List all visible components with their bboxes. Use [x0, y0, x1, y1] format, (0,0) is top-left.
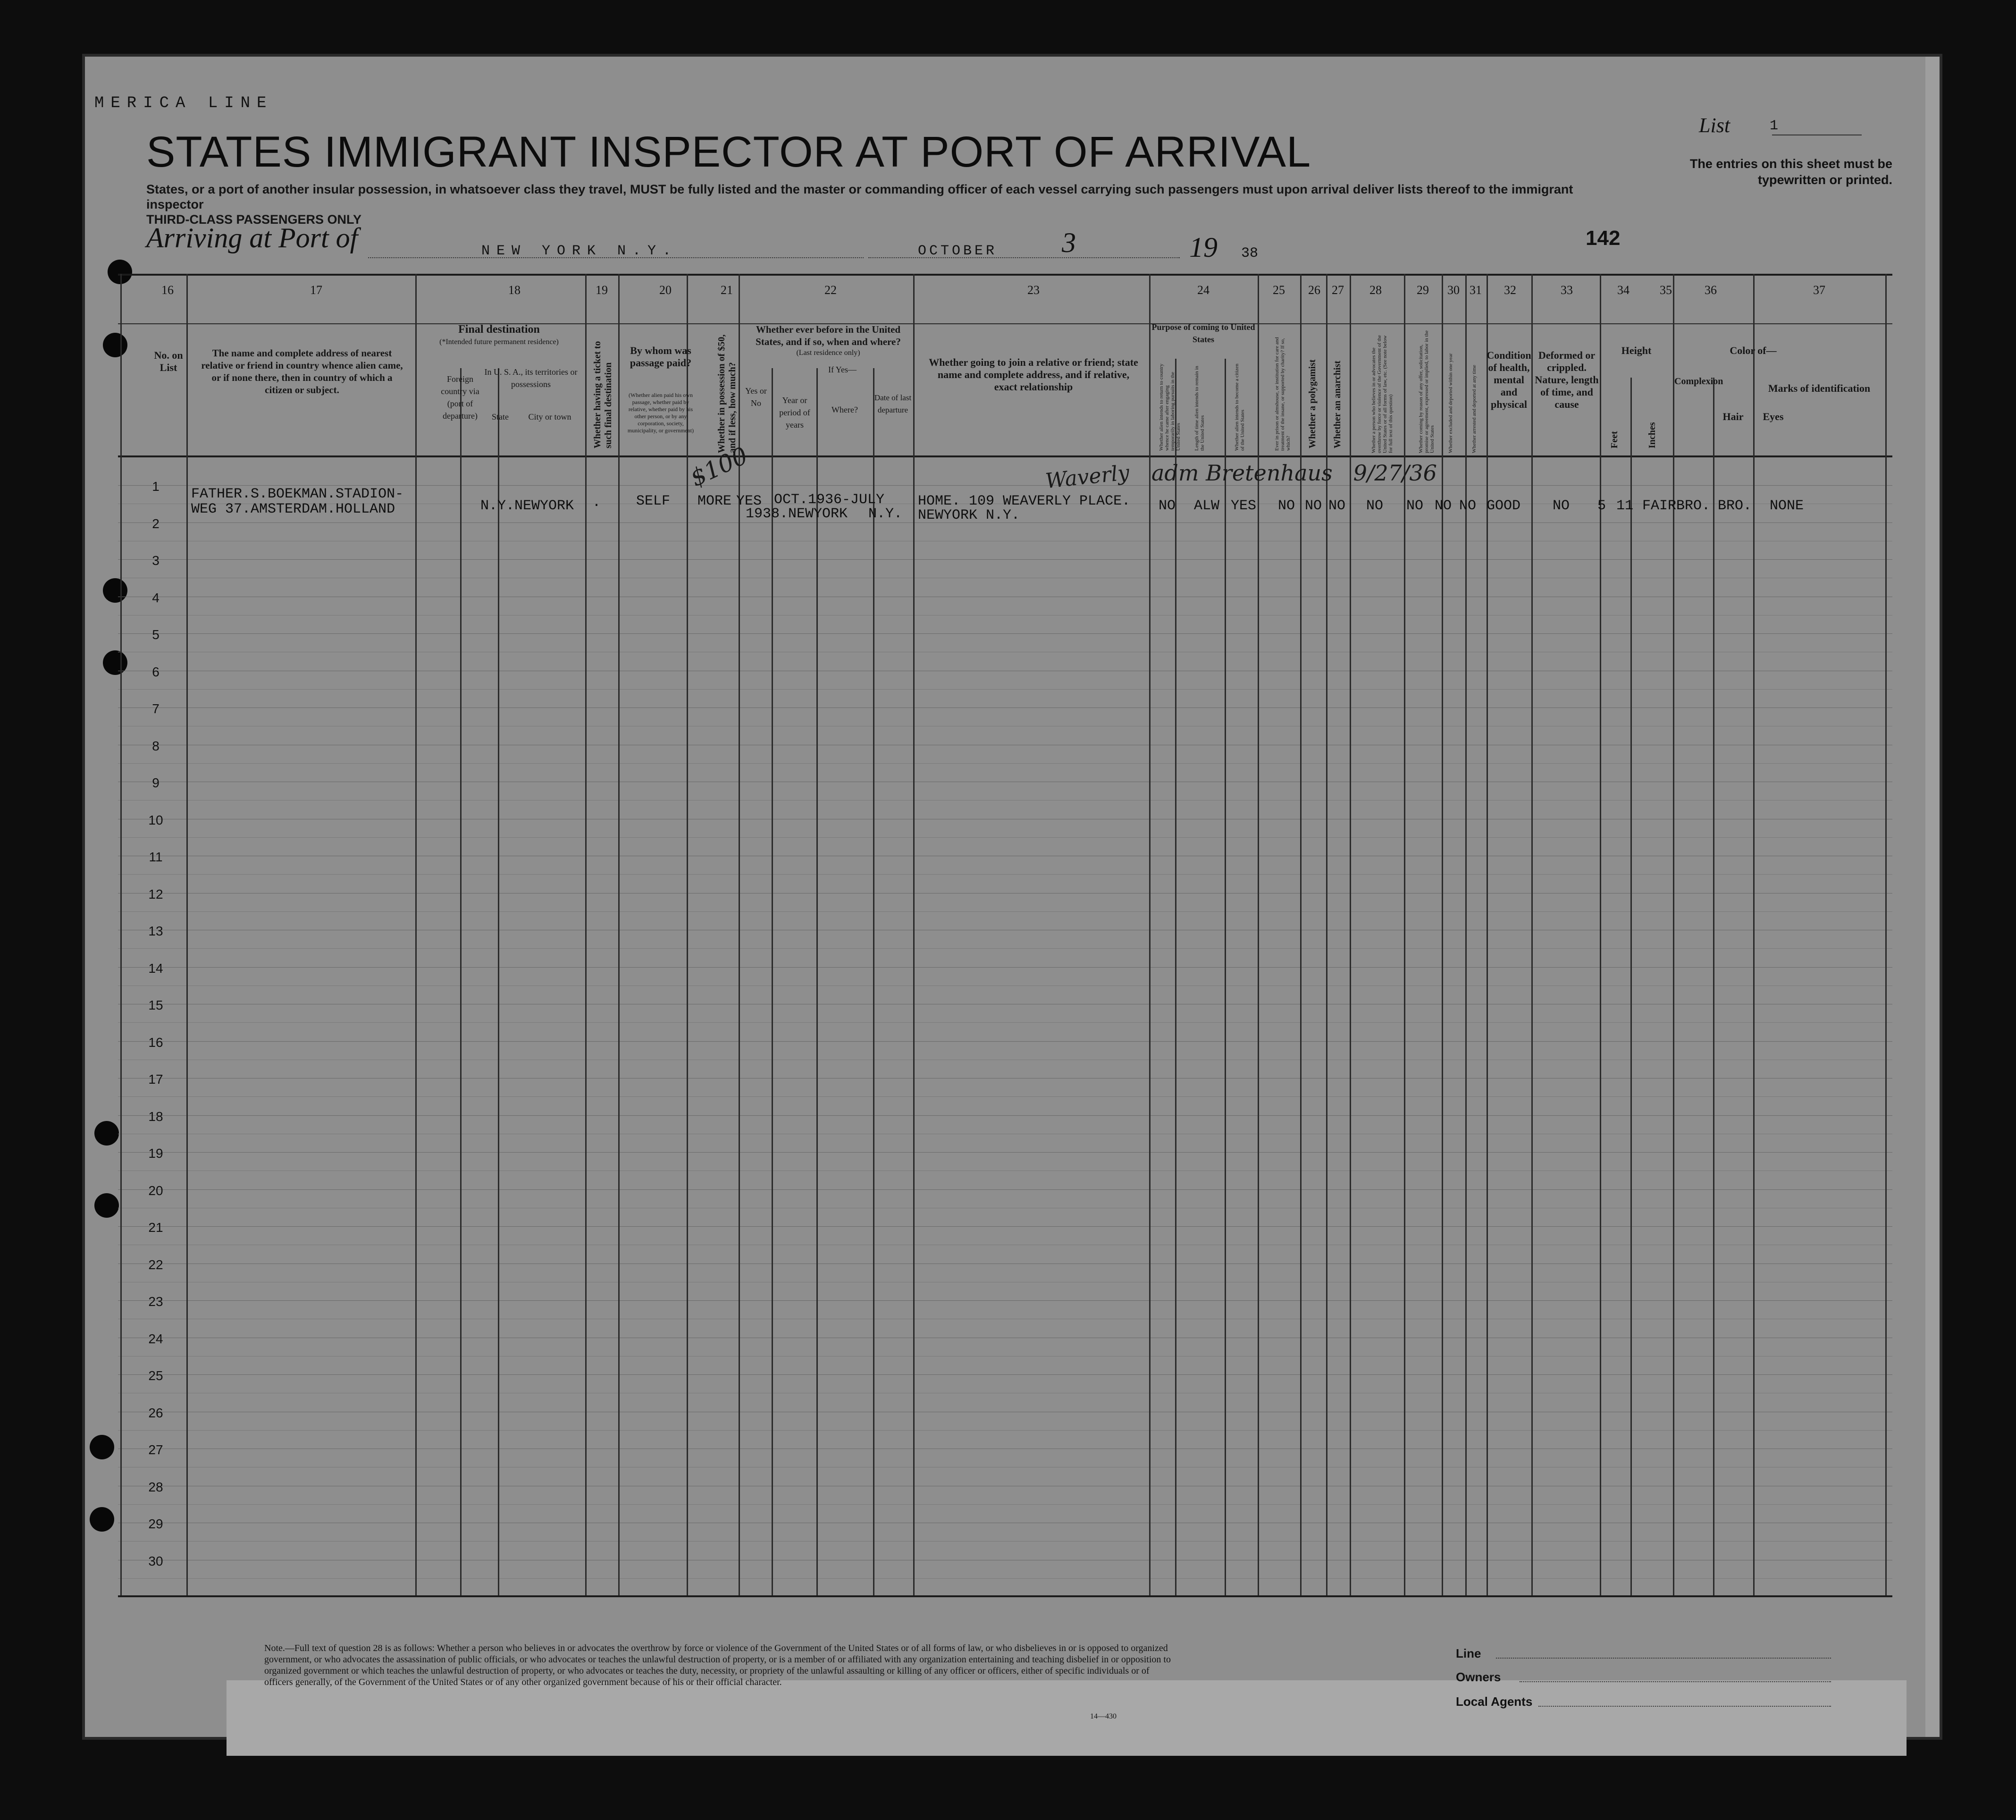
column-divider	[913, 274, 915, 1595]
shipping-line-name: MERICA LINE	[94, 94, 273, 112]
subtitle-class: THIRD-CLASS PASSENGERS ONLY	[146, 212, 362, 227]
column-number: 36	[1705, 283, 1717, 297]
column-number: 21	[721, 283, 733, 297]
row-rule	[118, 1578, 1892, 1579]
header-last-departure: Date of last departure	[874, 393, 912, 414]
port-of-arrival: NEW YORK N.Y.	[481, 243, 678, 259]
punch-hole	[103, 333, 127, 357]
row-rule	[118, 1430, 1892, 1431]
header-health: Condition of health, mental and physical	[1487, 349, 1531, 410]
entry-state-city: N.Y.NEWYORK	[480, 498, 574, 514]
column-divider	[1673, 274, 1674, 1595]
header-no-on-list: No. on List	[154, 349, 183, 373]
column-number: 20	[659, 283, 672, 297]
column-divider	[1753, 274, 1755, 1595]
punch-hole	[94, 1121, 119, 1146]
row-rule	[118, 1022, 1892, 1023]
header-arrested: Whether arrested and deported at any time	[1471, 365, 1477, 453]
row-number: 17	[148, 1072, 163, 1087]
header-deformed: Deformed or crippled. Nature, length of time, and cause	[1535, 349, 1599, 410]
column-divider	[618, 274, 620, 1595]
column-divider	[873, 368, 874, 1595]
column-divider	[1713, 378, 1714, 1595]
row-number: 29	[148, 1517, 163, 1531]
row-number: 1	[152, 479, 160, 494]
column-divider	[1465, 274, 1467, 1595]
row-number: 16	[148, 1035, 163, 1050]
entries-note: The entries on this sheet must be typewritten or printed.	[1689, 157, 1892, 187]
column-divider	[816, 368, 818, 1595]
column-number: 23	[1027, 283, 1040, 297]
column-number: 28	[1369, 283, 1382, 297]
arrival-year-suffix: 38	[1241, 245, 1259, 261]
column-number-rule	[118, 323, 1892, 324]
table-header-border	[118, 455, 1892, 457]
row-number: 10	[148, 812, 163, 827]
header-state: State	[492, 412, 509, 421]
punch-hole	[94, 1193, 119, 1218]
column-number: 22	[824, 283, 837, 297]
entry-money-typed: MORE	[697, 493, 732, 509]
row-rule	[118, 1504, 1892, 1505]
punch-hole	[103, 650, 127, 675]
row-number: 25	[148, 1368, 163, 1383]
row-number: 14	[148, 961, 163, 976]
column-divider	[1885, 274, 1887, 1595]
row-rule	[118, 559, 1892, 560]
arrival-year-prefix: 19	[1189, 232, 1218, 263]
header-offer-labor: Whether coming by reason of any offer, solicitation, promise or agreement, expressed or implied, to labor in the United States	[1418, 330, 1435, 453]
column-number: 37	[1813, 283, 1825, 297]
row-rule	[118, 1078, 1892, 1079]
row-rule	[118, 1541, 1892, 1542]
arrival-month: OCTOBER	[918, 243, 998, 259]
header-eyes: Eyes	[1763, 411, 1784, 422]
column-number: 24	[1197, 283, 1210, 297]
row-number: 9	[152, 775, 160, 790]
header-where: Where?	[832, 405, 858, 414]
row-number: 27	[148, 1442, 163, 1457]
row-rule	[118, 967, 1892, 968]
header-in-usa: In U. S. A., its territories or possessions	[484, 367, 578, 389]
column-divider	[1600, 274, 1601, 1595]
column-divider	[1175, 359, 1176, 1595]
row-number: 11	[149, 850, 163, 864]
local-agents-label: Local Agents	[1456, 1694, 1533, 1709]
header-height: Height	[1621, 345, 1652, 356]
header-relative-address: The name and complete address of nearest relative or friend in country whence alien came, or if none there, then in country of which a citizen or subject.	[201, 347, 403, 396]
row-number: 13	[148, 924, 163, 938]
column-divider	[186, 274, 188, 1595]
entry-last-departure: N.Y.	[868, 506, 903, 522]
column-number: 35	[1660, 283, 1672, 297]
entry-join-handwritten: Waverly	[1044, 460, 1131, 494]
entry-excluded: NO	[1435, 498, 1452, 514]
owners-label: Owners	[1456, 1670, 1501, 1684]
column-number: 32	[1504, 283, 1516, 297]
entry-purpose-citizen: YES	[1231, 498, 1257, 514]
subtitle-instructions: States, or a port of another insular possession, in whatsoever class they travel, MUST be fully listed and the master or commanding officer of each vessel carrying such passengers must upon arrival deliver lists thereof to the immigrant inspector	[146, 182, 1573, 211]
header-yes-no: Yes or No	[745, 386, 767, 408]
row-rule	[118, 1189, 1892, 1190]
arrival-day: 3	[1062, 227, 1076, 258]
header-join-relative: Whether going to join a relative or friend; state name and complete address, and if relative, exact relationship	[929, 356, 1138, 393]
row-number: 21	[148, 1220, 163, 1235]
row-rule	[118, 1115, 1892, 1116]
row-number: 19	[148, 1146, 163, 1161]
header-complexion: Complexion	[1674, 376, 1723, 387]
entry-passage-paid: SELF	[636, 493, 671, 509]
column-divider	[498, 368, 499, 1595]
header-purpose: Purpose of coming to United States	[1151, 322, 1255, 344]
header-before-note: (Last residence only)	[796, 349, 860, 357]
entry-join-line2: NEWYORK N.Y.	[918, 507, 1020, 523]
page-title: STATES IMMIGRANT INSPECTOR AT PORT OF ARRIVAL	[146, 128, 1311, 176]
header-purpose-return: Whether alien intends to return to country whence he came after engaging temporarily in laboring pursuits in the United States	[1159, 363, 1181, 451]
page-subtitle	[146, 182, 1609, 227]
column-number: 33	[1561, 283, 1573, 297]
header-inches: Inches	[1647, 422, 1657, 448]
header-overthrow: Whether a person who believes in or advocates the overthrow by force or violence of the Government of the United States or of all forms of law, etc. (See note below for full text of this question)	[1371, 335, 1394, 453]
entry-health: GOOD	[1487, 498, 1521, 514]
row-number: 24	[148, 1331, 163, 1346]
row-rule	[118, 1041, 1892, 1042]
column-number: 27	[1332, 283, 1344, 297]
header-feet: Feet	[1609, 431, 1620, 448]
row-number: 5	[152, 627, 160, 642]
column-number: 16	[161, 283, 174, 297]
table-top-border	[118, 274, 1892, 276]
line-rule	[1496, 1658, 1831, 1659]
row-rule	[118, 1226, 1892, 1227]
entry-relative-line2: WEG 37.AMSTERDAM.HOLLAND	[191, 501, 395, 517]
punch-hole	[103, 578, 127, 603]
column-divider	[1225, 359, 1226, 1595]
entry-period-line1: OCT.1936-JULY	[774, 492, 885, 508]
manifest-sheet	[85, 57, 1940, 1737]
entry-ticket: .	[592, 495, 601, 511]
header-excluded: Whether excluded and deported within one year	[1448, 353, 1453, 453]
entry-inches: 11	[1616, 498, 1634, 514]
entry-period-line2: 1938.NEWYORK	[746, 506, 848, 522]
entry-overthrow: NO	[1366, 498, 1384, 514]
column-number: 31	[1470, 283, 1482, 297]
header-color-of: Color of—	[1730, 345, 1777, 356]
entry-anarchist: NO	[1328, 498, 1346, 514]
entry-feet: 5	[1597, 498, 1606, 514]
row-number: 8	[152, 738, 160, 753]
entry-hair: BRO.	[1676, 498, 1711, 514]
header-passage-note: (Whether alien paid his own passage, whether paid by relative, whether paid by his other person, or by any corporation, society, municipality, or government)	[627, 392, 694, 434]
header-final-destination: Final destination	[458, 323, 540, 336]
row-rule	[118, 1356, 1892, 1357]
column-number: 19	[596, 283, 608, 297]
row-rule	[118, 1300, 1892, 1301]
entry-polygamist: NO	[1305, 498, 1322, 514]
row-number: 26	[148, 1405, 163, 1420]
row-number: 7	[152, 701, 160, 716]
header-marks: Marks of identification	[1768, 382, 1871, 394]
header-ticket: Whether having a ticket to such final destination	[592, 341, 613, 448]
row-number: 28	[148, 1479, 163, 1494]
entry-purpose-return: NO	[1159, 498, 1176, 514]
list-label: List	[1699, 114, 1730, 137]
row-number: 4	[152, 590, 160, 605]
header-city: City or town	[528, 412, 571, 421]
row-rule	[118, 874, 1892, 875]
header-money: Whether in possession of $50, and if less, how much?	[716, 334, 738, 453]
entry-join-line1: HOME. 109 WEAVERLY PLACE.	[918, 493, 1131, 509]
entry-eyes: BRO.	[1718, 498, 1752, 514]
column-divider	[772, 368, 773, 1595]
entry-relative-line1: FATHER.S.BOEKMAN.STADION-	[191, 486, 404, 502]
entry-marks: NONE	[1770, 498, 1804, 514]
punch-hole	[90, 1507, 114, 1532]
row-rule	[118, 485, 1892, 486]
header-passage-paid: By whom was passage paid?	[630, 345, 692, 369]
column-divider	[1630, 378, 1632, 1595]
row-number: 22	[148, 1257, 163, 1272]
line-label: Line	[1456, 1646, 1481, 1660]
local-agents-rule	[1538, 1706, 1831, 1707]
table-bottom-border	[118, 1595, 1892, 1597]
header-prison: Ever in prison or almshouse, or institution for care and treatment of the insane, or supported by charity? If so, which?	[1274, 337, 1291, 451]
column-divider	[1487, 274, 1488, 1595]
row-number: 3	[152, 553, 160, 568]
column-number: 18	[508, 283, 521, 297]
list-number: 1	[1770, 118, 1779, 134]
column-number: 25	[1273, 283, 1285, 297]
row-number: 2	[152, 516, 160, 531]
punch-hole	[90, 1435, 114, 1459]
row-number: 20	[148, 1183, 163, 1198]
row-rule	[118, 837, 1892, 838]
row-number: 6	[152, 664, 160, 679]
question-28-note: Note.—Full text of question 28 is as follows: Whether a person who believes in or advocates the overthrow by force or violence of the Government of the United States or of all forms of law, or who disbelieves in or is opposed to organized government, or who advocates the assassination of public officials, or who advocates or teaches the unlawful destruction of property, or is a member of or affiliated with any organization entertaining and teaching disbelief in or opposition to organized government or which teaches the unlawful destruction of property, or who advocates or teaches the duty, necessity, or propriety of the unlawful assaulting or killing of any officer or officers, either of specific individuals or of officers generally, of the Government of the United States or of any other organized government because of his or their official character.	[264, 1643, 1171, 1687]
entry-money-handwritten: $100	[686, 441, 752, 492]
column-divider	[415, 274, 417, 1595]
row-number: 30	[148, 1553, 163, 1568]
column-divider	[460, 368, 462, 1595]
row-rule	[118, 1374, 1892, 1375]
punch-hole	[108, 260, 132, 284]
header-if-yes: If Yes—	[828, 365, 857, 374]
header-polygamist: Whether a polygamist	[1307, 359, 1318, 448]
owners-rule	[1520, 1681, 1831, 1682]
entry-arrested: NO	[1459, 498, 1477, 514]
column-number: 34	[1617, 283, 1630, 297]
header-foreign-country: Foreign country via (port of departure)	[441, 374, 479, 421]
underlying-page	[227, 1680, 1907, 1756]
entry-before-in-us: YES	[736, 493, 762, 509]
entry-purpose-length: ALW	[1194, 498, 1220, 514]
column-number: 26	[1308, 283, 1320, 297]
date-rule	[868, 257, 1180, 258]
column-divider	[1442, 274, 1443, 1595]
column-number: 29	[1417, 283, 1429, 297]
row-number: 23	[148, 1294, 163, 1309]
entry-admission-annotation: adm Bretenhaus 9/27/36	[1151, 460, 1437, 486]
row-rule	[118, 911, 1892, 912]
entry-prison: NO	[1278, 498, 1295, 514]
entry-deformed: NO	[1553, 498, 1570, 514]
column-divider	[585, 274, 587, 1595]
column-number: 30	[1447, 283, 1460, 297]
header-purpose-length: Length of time alien intends to remain in the United States	[1194, 366, 1205, 451]
column-divider	[120, 274, 122, 1595]
row-rule	[118, 1152, 1892, 1153]
header-final-destination-note: (*Intended future permanent residence)	[439, 338, 559, 346]
arriving-label: Arriving at Port of	[146, 222, 358, 253]
row-rule	[118, 689, 1892, 690]
header-years: Year or period of years	[779, 396, 810, 430]
column-divider	[1149, 274, 1151, 1595]
header-hair: Hair	[1722, 411, 1744, 422]
page-number: 142	[1586, 227, 1621, 250]
row-number: 12	[148, 886, 163, 902]
column-divider	[687, 274, 688, 1595]
row-number: 18	[148, 1109, 163, 1124]
column-divider	[1531, 274, 1533, 1595]
form-number: 14—430	[1090, 1712, 1117, 1720]
row-number: 15	[148, 998, 163, 1012]
row-rule	[118, 763, 1892, 764]
row-rule	[118, 1096, 1892, 1097]
header-before-in-us: Whether ever before in the United States, and if so, when and where?	[756, 324, 901, 347]
entry-complexion: FAIR	[1642, 498, 1677, 514]
header-purpose-citizen: Whether alien intends to become a citizen of the United States	[1234, 363, 1245, 451]
column-number: 17	[310, 283, 322, 297]
entry-offer-labor: NO	[1406, 498, 1424, 514]
header-anarchist: Whether an anarchist	[1332, 361, 1343, 448]
row-rule	[118, 948, 1892, 949]
row-rule	[118, 633, 1892, 634]
